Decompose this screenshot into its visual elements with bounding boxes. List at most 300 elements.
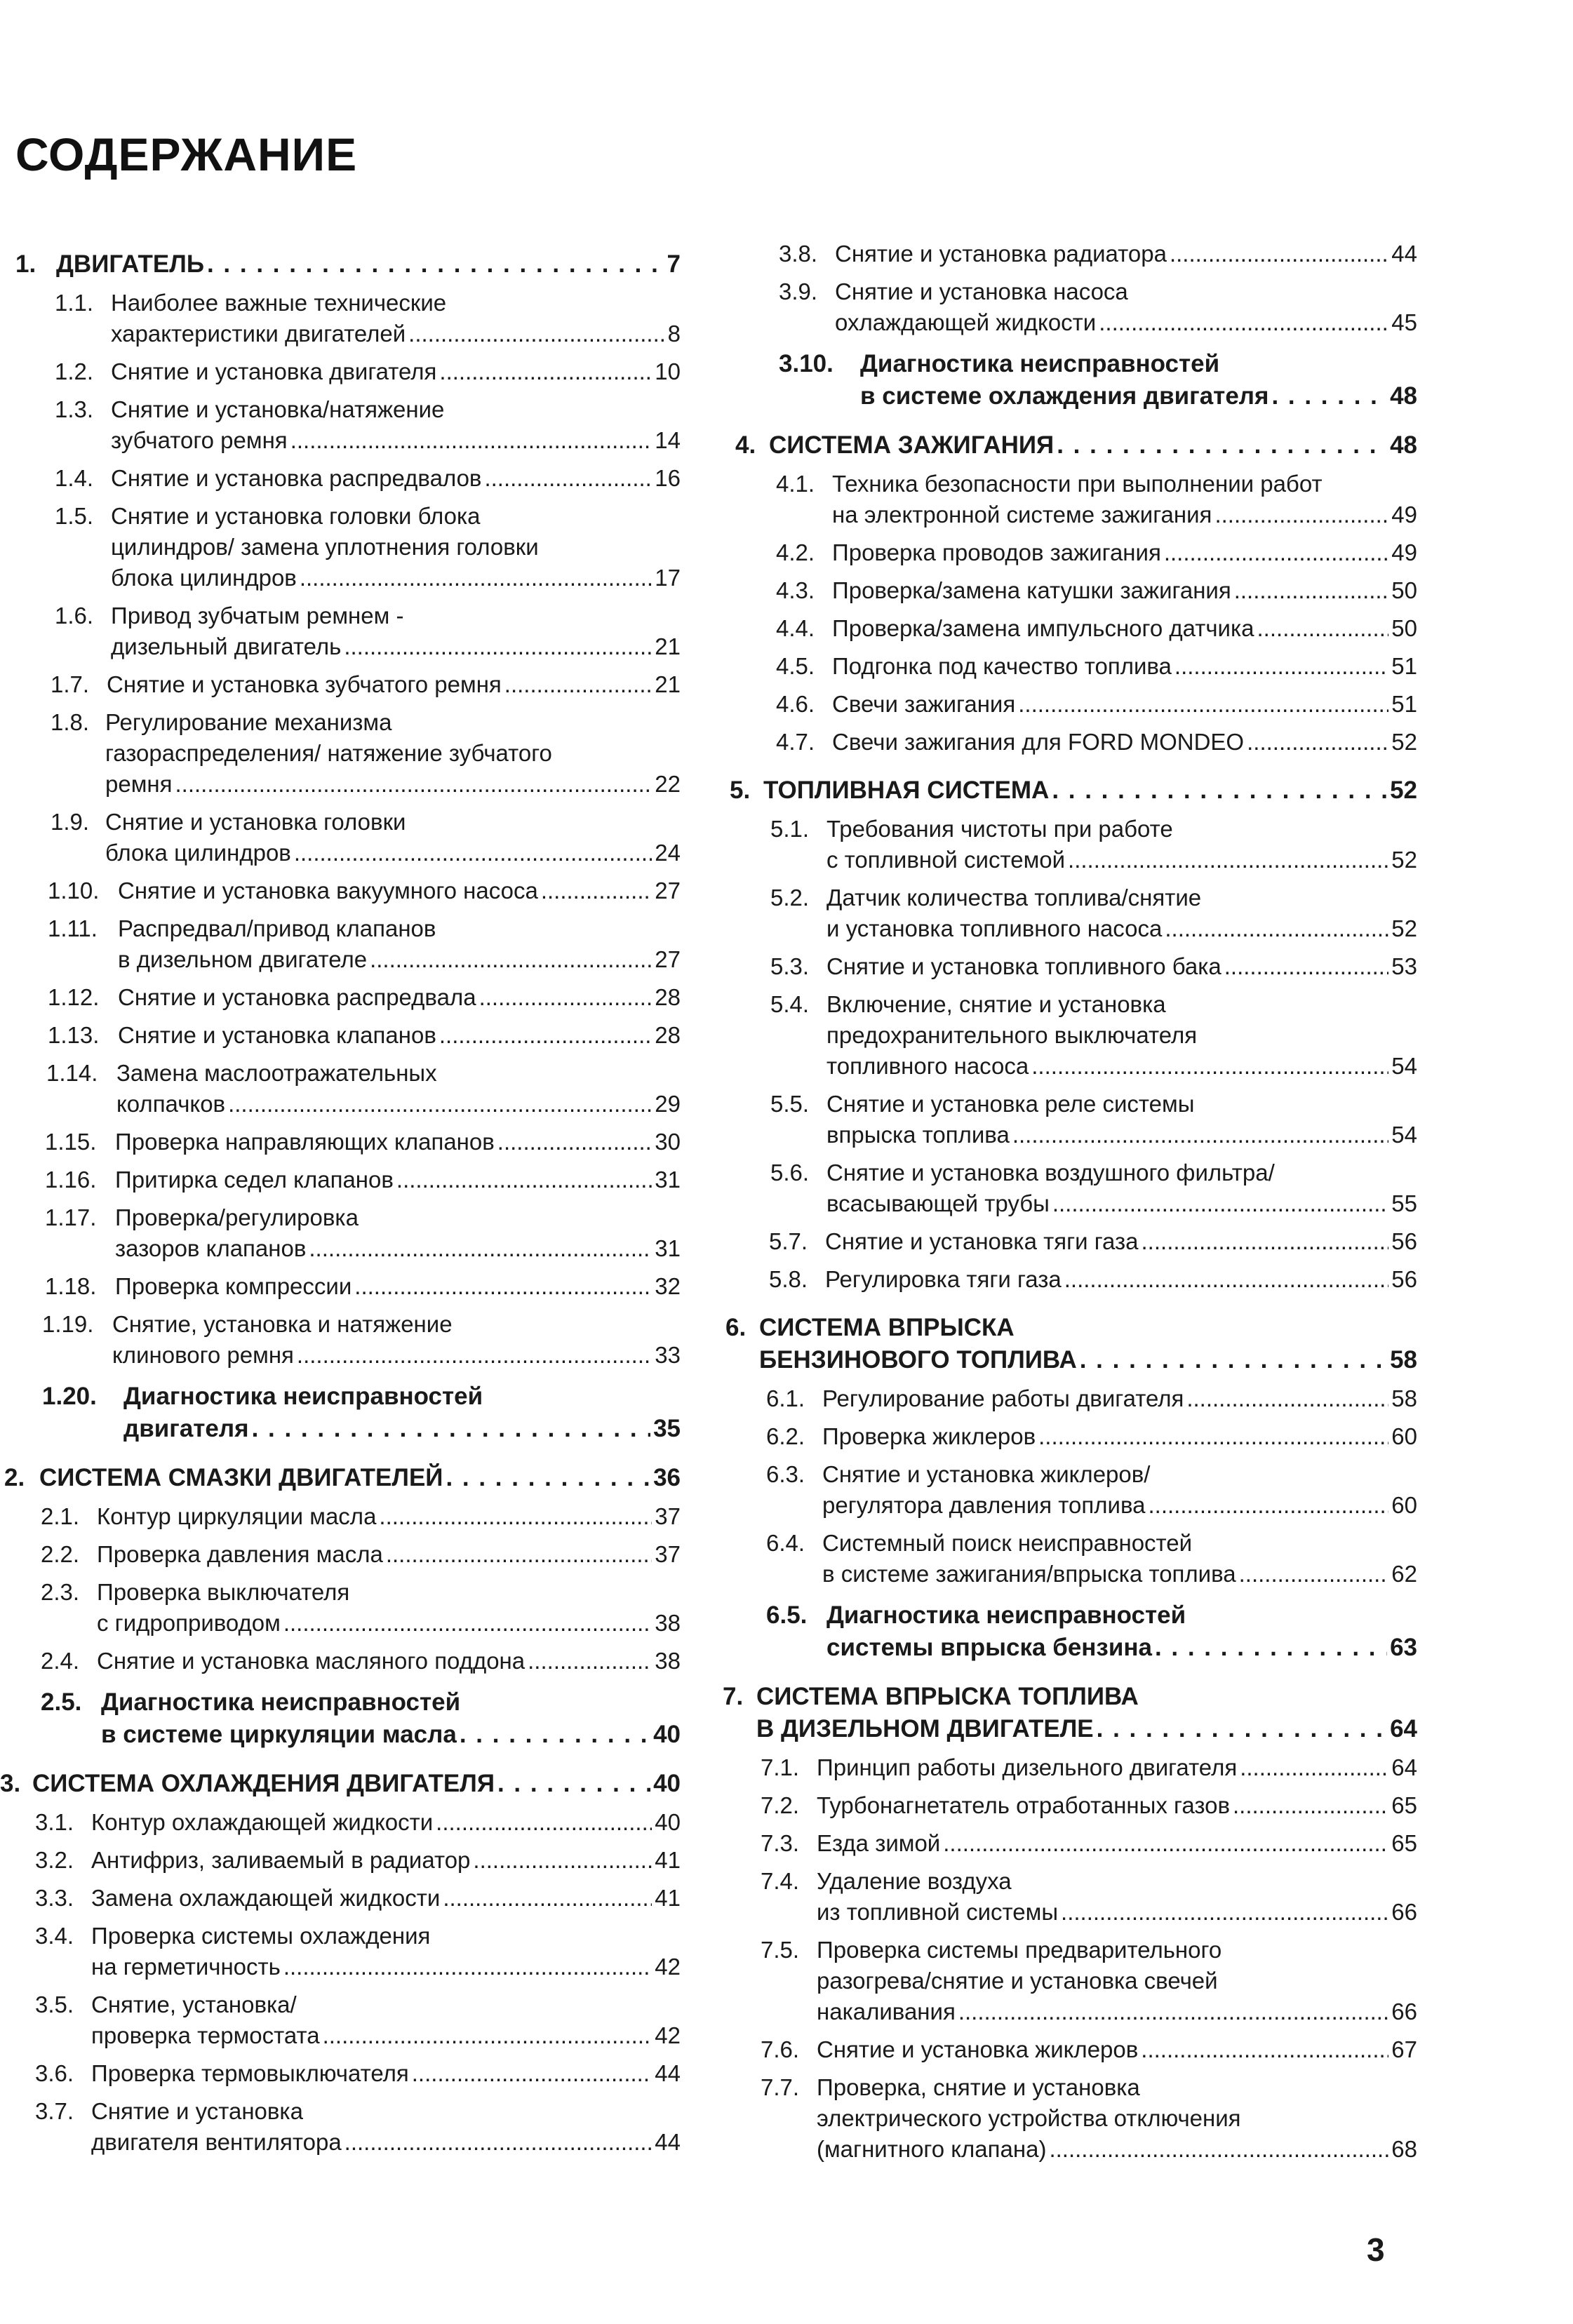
toc-entry-number: 5.7. bbox=[769, 1228, 808, 1254]
toc-entry-title-line: накаливания bbox=[817, 1999, 956, 2024]
dot-leader bbox=[175, 769, 652, 800]
toc-entry bbox=[0, 669, 681, 700]
toc-entry-page: 66 bbox=[1391, 1899, 1417, 1925]
toc-entry-page: 22 bbox=[655, 771, 681, 797]
toc-entry-title-line: ТОПЛИВНАЯ СИСТЕМА bbox=[763, 777, 1050, 804]
dot-leader bbox=[943, 1828, 1388, 1859]
dot-leader bbox=[1057, 429, 1387, 462]
toc-entry-title-line: Снятие и установка тяги газа bbox=[825, 1228, 1139, 1254]
toc-entry-page: 52 bbox=[1391, 729, 1417, 755]
dot-leader bbox=[528, 1646, 652, 1677]
toc-entry bbox=[723, 1828, 1417, 1859]
dot-leader bbox=[386, 1539, 652, 1570]
toc-entry bbox=[0, 1381, 681, 1445]
dot-leader bbox=[1038, 1421, 1388, 1452]
toc-entry-page: 24 bbox=[655, 840, 681, 866]
toc-entry bbox=[0, 1686, 681, 1751]
toc-entry-title-line: Езда зимой bbox=[817, 1830, 941, 1856]
toc-entry-title-line: Диагностика неисправностей bbox=[123, 1383, 483, 1410]
toc-entry-title-line: из топливной системы bbox=[817, 1899, 1059, 1925]
toc-entry-title-line: Снятие и установка жиклеров bbox=[817, 2036, 1139, 2062]
toc-entry-title-line: Замена маслоотражательных bbox=[116, 1060, 437, 1086]
dot-leader bbox=[412, 2058, 652, 2089]
toc-entry-page: 52 bbox=[1390, 777, 1417, 804]
toc-entry-title-line: Снятие и установка/натяжение bbox=[111, 396, 445, 422]
dot-leader bbox=[323, 2020, 652, 2051]
toc-entry bbox=[723, 2072, 1417, 2165]
toc-entry-page: 58 bbox=[1390, 1346, 1417, 1373]
dot-leader bbox=[497, 1768, 650, 1800]
dot-leader bbox=[1097, 1713, 1387, 1745]
dot-leader bbox=[344, 2127, 652, 2158]
toc-entry-title-line: Удаление воздуха bbox=[817, 1868, 1012, 1894]
dot-leader bbox=[436, 1807, 652, 1838]
dot-leader bbox=[294, 838, 652, 868]
toc-entry-title-line: с топливной системой bbox=[826, 847, 1066, 873]
toc-entry-title-line: клинового ремня bbox=[112, 1342, 294, 1368]
toc-entry-page: 66 bbox=[1391, 1999, 1417, 2024]
toc-entry-number: 4.5. bbox=[776, 653, 815, 679]
toc-entry-number: 7.6. bbox=[761, 2036, 800, 2062]
toc-entry-title-line: Проверка, снятие и установка bbox=[817, 2074, 1140, 2100]
toc-entry-number: 7.4. bbox=[761, 1868, 800, 1894]
toc-entry-title-line: двигателя вентилятора bbox=[91, 2129, 342, 2155]
dot-leader bbox=[1099, 307, 1388, 338]
toc-entry-title-line: СИСТЕМА ОХЛАЖДЕНИЯ ДВИГАТЕЛЯ bbox=[32, 1770, 495, 1797]
toc-entry-page: 44 bbox=[1391, 241, 1417, 267]
toc-entry-title-line: с гидроприводом bbox=[97, 1610, 281, 1636]
dot-leader bbox=[252, 1413, 651, 1445]
dot-leader bbox=[1224, 951, 1389, 982]
toc-entry-title-line: Привод зубчатым ремнем - bbox=[111, 603, 404, 629]
toc-entry-title-line: Регулировка тяги газа bbox=[825, 1266, 1062, 1292]
toc-entry-page: 56 bbox=[1391, 1266, 1417, 1292]
toc-entry-title-line: Диагностика неисправностей bbox=[101, 1688, 461, 1716]
toc-entry-page: 50 bbox=[1391, 577, 1417, 603]
toc-entry-number: 3.6. bbox=[35, 2060, 74, 2086]
toc-entry-page: 38 bbox=[655, 1610, 681, 1636]
toc-entry-page: 37 bbox=[655, 1541, 681, 1567]
toc-entry bbox=[0, 288, 681, 349]
toc-entry-number: 2.4. bbox=[41, 1648, 80, 1674]
toc-entry-title-line: Снятие и установка двигателя bbox=[111, 358, 437, 384]
dot-leader bbox=[1165, 913, 1388, 944]
toc-entry-title-line: ремня bbox=[105, 771, 173, 797]
toc-entry bbox=[0, 1883, 681, 1914]
toc-entry-page: 35 bbox=[653, 1415, 681, 1442]
toc-entry-number: 3.1. bbox=[35, 1809, 74, 1835]
toc-entry-title-line: блока цилиндров bbox=[105, 840, 291, 866]
toc-entry-page: 54 bbox=[1391, 1053, 1417, 1079]
toc-entry bbox=[723, 1421, 1417, 1452]
toc-entry-page: 29 bbox=[655, 1091, 681, 1117]
toc-entry-number: 4.4. bbox=[776, 615, 815, 641]
toc-entry-page: 42 bbox=[655, 2022, 681, 2048]
dot-leader bbox=[473, 1845, 652, 1876]
dot-leader bbox=[309, 1233, 652, 1264]
toc-entry-page: 10 bbox=[655, 358, 681, 384]
toc-entry-title-line: электрического устройства отключения bbox=[817, 2105, 1241, 2131]
toc-entry bbox=[723, 1866, 1417, 1928]
toc-entry-title-line: Распредвал/привод клапанов bbox=[118, 915, 436, 941]
toc-entry-number: 1.3. bbox=[55, 396, 94, 422]
toc-entry-title-line: Датчик количества топлива/снятие bbox=[826, 885, 1202, 911]
page-number: 3 bbox=[1367, 2231, 1385, 2268]
toc-entry bbox=[0, 1646, 681, 1677]
toc-entry bbox=[0, 1768, 681, 1800]
toc-entry bbox=[723, 1089, 1417, 1150]
toc-entry-number: 2.5. bbox=[41, 1688, 82, 1716]
toc-entry-title-line: на герметичность bbox=[91, 1954, 281, 1980]
dot-leader bbox=[300, 563, 652, 593]
toc-entry-title-line: и установка топливного насоса bbox=[826, 915, 1163, 941]
toc-entry-number: 1.20. bbox=[42, 1383, 97, 1410]
toc-entry-title-line: топливного насоса bbox=[826, 1053, 1029, 1079]
dot-leader bbox=[1239, 1559, 1389, 1590]
toc-entry bbox=[0, 501, 681, 593]
toc-entry-title-line: двигателя bbox=[123, 1415, 249, 1442]
toc-entry-title-line: Контур охлаждающей жидкости bbox=[91, 1809, 434, 1835]
toc-entry-title-line: Регулирование механизма bbox=[105, 709, 392, 735]
toc-entry-title-line: Проверка системы предварительного bbox=[817, 1937, 1222, 1963]
toc-entry-title-line: Диагностика неисправностей bbox=[826, 1601, 1186, 1629]
toc-entry bbox=[723, 689, 1417, 720]
toc-entry-title-line: Снятие, установка/ bbox=[91, 1991, 297, 2017]
toc-entry bbox=[0, 807, 681, 868]
toc-entry bbox=[0, 600, 681, 662]
toc-entry-title-line: Снятие и установка воздушного фильтра/ bbox=[826, 1160, 1275, 1185]
toc-entry bbox=[723, 1935, 1417, 2027]
toc-entry-title-line: Снятие и установка головки bbox=[105, 809, 406, 835]
toc-entry-title-line: СИСТЕМА ВПРЫСКА bbox=[759, 1314, 1015, 1341]
toc-entry-title-line: газораспределения/ натяжение зубчатого bbox=[105, 740, 552, 766]
toc-entry-number: 2.2. bbox=[41, 1541, 80, 1567]
toc-entry-number: 1.5. bbox=[55, 503, 94, 529]
dot-leader bbox=[484, 463, 652, 494]
toc-entry-page: 44 bbox=[655, 2060, 681, 2086]
toc-entry-title-line: Наиболее важные технические bbox=[111, 290, 447, 316]
toc-entry-title-line: регулятора давления топлива bbox=[822, 1492, 1146, 1518]
toc-entry bbox=[0, 913, 681, 975]
toc-entry-number: 4.3. bbox=[776, 577, 815, 603]
toc-entry bbox=[723, 1790, 1417, 1821]
toc-entry-number: 1.2. bbox=[55, 358, 94, 384]
toc-entry-title-line: Техника безопасности при выполнении работ bbox=[832, 471, 1323, 497]
dot-leader bbox=[354, 1271, 652, 1302]
dot-leader bbox=[1170, 239, 1388, 269]
toc-entry-page: 54 bbox=[1391, 1122, 1417, 1148]
toc-entry-number: 6.2. bbox=[766, 1423, 805, 1449]
toc-entry-number: 5.3. bbox=[770, 953, 810, 979]
dot-leader bbox=[283, 1608, 652, 1639]
toc-entry bbox=[0, 875, 681, 906]
toc-entry-page: 31 bbox=[655, 1167, 681, 1193]
dot-leader bbox=[1012, 1120, 1388, 1150]
dot-leader bbox=[443, 1883, 652, 1914]
toc-entry-page: 7 bbox=[667, 250, 681, 278]
toc-entry-title-line: предохранительного выключателя bbox=[826, 1022, 1198, 1048]
toc-entry-page: 40 bbox=[653, 1721, 681, 1748]
toc-entry-number: 1.11. bbox=[48, 915, 98, 941]
toc-entry-title-line: Проверка термовыключателя bbox=[91, 2060, 409, 2086]
toc-entry-title-line: в системе охлаждения двигателя bbox=[860, 382, 1269, 410]
dot-leader bbox=[290, 425, 652, 456]
dot-leader bbox=[460, 1719, 650, 1751]
toc-entry-page: 49 bbox=[1391, 539, 1417, 565]
toc-entry-page: 51 bbox=[1391, 691, 1417, 717]
toc-entry-title-line: Свечи зажигания bbox=[832, 691, 1016, 717]
toc-entry-number: 1. bbox=[15, 250, 36, 278]
dot-leader bbox=[1018, 689, 1388, 720]
toc-entry bbox=[0, 1058, 681, 1120]
toc-entry-page: 28 bbox=[655, 984, 681, 1010]
toc-entry-title-line: Контур циркуляции масла bbox=[97, 1503, 377, 1529]
toc-entry-title-line: всасывающей трубы bbox=[826, 1190, 1050, 1216]
toc-entry-title-line: СИСТЕМА СМАЗКИ ДВИГАТЕЛЕЙ bbox=[39, 1464, 443, 1491]
toc-entry-title-line: Проверка системы охлаждения bbox=[91, 1923, 431, 1949]
toc-entry-page: 60 bbox=[1391, 1492, 1417, 1518]
dot-leader bbox=[396, 1164, 652, 1195]
toc-entry-number: 4.2. bbox=[776, 539, 815, 565]
toc-entry-page: 36 bbox=[653, 1464, 681, 1491]
toc-entry-page: 16 bbox=[655, 465, 681, 491]
toc-entry bbox=[0, 248, 681, 281]
dot-leader bbox=[207, 248, 664, 281]
toc-entry bbox=[723, 1599, 1417, 1664]
toc-entry bbox=[0, 1462, 681, 1494]
toc-entry-title-line: Включение, снятие и установка bbox=[826, 991, 1166, 1017]
toc-entry bbox=[0, 1202, 681, 1264]
toc-entry-number: 5.1. bbox=[770, 816, 810, 842]
toc-entry bbox=[723, 613, 1417, 644]
toc-entry-title-line: цилиндров/ замена уплотнения головки bbox=[111, 534, 539, 560]
dot-leader bbox=[1257, 613, 1389, 644]
dot-leader bbox=[408, 318, 664, 349]
toc-entry bbox=[0, 394, 681, 456]
toc-entry-title-line: Снятие и установка распредвала bbox=[118, 984, 476, 1010]
toc-entry-title-line: Проверка проводов зажигания bbox=[832, 539, 1161, 565]
toc-entry-number: 5.4. bbox=[770, 991, 810, 1017]
dot-leader bbox=[1240, 1752, 1388, 1783]
toc-entry-number: 4.7. bbox=[776, 729, 815, 755]
toc-entry-page: 51 bbox=[1391, 653, 1417, 679]
toc-entry-title-line: дизельный двигатель bbox=[111, 633, 342, 659]
toc-entry-number: 5.6. bbox=[770, 1160, 810, 1185]
dot-leader bbox=[504, 669, 652, 700]
toc-entry-number: 1.6. bbox=[55, 603, 94, 629]
toc-entry bbox=[0, 1271, 681, 1302]
toc-entry-page: 28 bbox=[655, 1022, 681, 1048]
toc-entry-title-line: Снятие и установка жиклеров/ bbox=[822, 1461, 1151, 1487]
dot-leader bbox=[379, 1501, 652, 1532]
toc-entry-title-line: Свечи зажигания для FORD MONDEO bbox=[832, 729, 1245, 755]
toc-entry-title-line: Снятие и установка насоса bbox=[835, 278, 1128, 304]
toc-entry-title-line: СИСТЕМА ЗАЖИГАНИЯ bbox=[769, 431, 1055, 459]
toc-entry-title-line: Проверка направляющих клапанов bbox=[115, 1129, 495, 1155]
toc-entry-title-line: В ДИЗЕЛЬНОМ ДВИГАТЕЛЕ bbox=[756, 1715, 1094, 1742]
toc-entry bbox=[723, 727, 1417, 758]
toc-entry-page: 64 bbox=[1391, 1754, 1417, 1780]
toc-entry-number: 6.4. bbox=[766, 1530, 805, 1556]
dot-leader bbox=[497, 1127, 652, 1157]
toc-entry-number: 1.19. bbox=[42, 1311, 94, 1337]
toc-entry-number: 5. bbox=[730, 777, 751, 804]
toc-entry bbox=[723, 1226, 1417, 1257]
toc-entry-page: 40 bbox=[653, 1770, 681, 1797]
dot-leader bbox=[479, 982, 652, 1013]
toc-entry-page: 60 bbox=[1391, 1423, 1417, 1449]
toc-entry-number: 2.1. bbox=[41, 1503, 80, 1529]
toc-entry bbox=[0, 2096, 681, 2158]
toc-entry bbox=[723, 1681, 1417, 1745]
toc-entry-title-line: зубчатого ремня bbox=[111, 427, 288, 453]
toc-entry-number: 2.3. bbox=[41, 1579, 80, 1605]
dot-leader bbox=[439, 356, 652, 387]
toc-entry bbox=[723, 1157, 1417, 1219]
toc-entry-number: 7.5. bbox=[761, 1937, 800, 1963]
toc-entry-page: 31 bbox=[655, 1235, 681, 1261]
toc-entry-page: 45 bbox=[1391, 309, 1417, 335]
toc-entry-page: 14 bbox=[655, 427, 681, 453]
toc-entry-number: 7. bbox=[723, 1683, 744, 1710]
toc-entry-number: 3.5. bbox=[35, 1991, 74, 2017]
toc-entry-page: 48 bbox=[1390, 431, 1417, 459]
toc-entry bbox=[723, 429, 1417, 462]
toc-entry-title-line: колпачков bbox=[116, 1091, 226, 1117]
toc-entry bbox=[0, 1989, 681, 2051]
toc-entry-title-line: Проверка выключателя bbox=[97, 1579, 350, 1605]
toc-entry-number: 1.7. bbox=[51, 671, 90, 697]
toc-right-column bbox=[723, 231, 1417, 2165]
dot-leader bbox=[1174, 651, 1388, 682]
toc-entry-page: 65 bbox=[1391, 1792, 1417, 1818]
toc-entry-page: 27 bbox=[655, 946, 681, 972]
toc-entry-page: 50 bbox=[1391, 615, 1417, 641]
dot-leader bbox=[297, 1340, 652, 1371]
toc-entry-page: 56 bbox=[1391, 1228, 1417, 1254]
toc-entry bbox=[723, 469, 1417, 530]
toc-entry bbox=[0, 1501, 681, 1532]
toc-entry-page: 67 bbox=[1391, 2036, 1417, 2062]
toc-entry-title-line: Снятие и установка масляного поддона bbox=[97, 1648, 526, 1674]
toc-entry-page: 68 bbox=[1391, 2136, 1417, 2162]
toc-entry-number: 7.7. bbox=[761, 2074, 800, 2100]
toc-entry bbox=[723, 1383, 1417, 1414]
dot-leader bbox=[1148, 1490, 1388, 1521]
toc-entry-title-line: ДВИГАТЕЛЬ bbox=[56, 250, 204, 278]
toc-entry-number: 1.10. bbox=[48, 878, 100, 904]
toc-entry-title-line: Снятие, установка и натяжение bbox=[112, 1311, 453, 1337]
toc-entry-page: 21 bbox=[655, 633, 681, 659]
toc-entry-number: 1.17. bbox=[45, 1204, 97, 1230]
toc-entry bbox=[0, 1921, 681, 1982]
dot-leader bbox=[1271, 380, 1387, 412]
toc-entry-number: 3.10. bbox=[779, 350, 834, 377]
toc-entry-page: 8 bbox=[667, 321, 681, 347]
dot-leader bbox=[370, 944, 652, 975]
toc-entry-number: 3. bbox=[0, 1770, 21, 1797]
toc-entry bbox=[723, 882, 1417, 944]
page-title: СОДЕРЖАНИЕ bbox=[15, 128, 358, 180]
toc-entry-title-line: Снятие и установка топливного бака bbox=[826, 953, 1221, 979]
toc-entry-page: 40 bbox=[655, 1809, 681, 1835]
toc-entry-number: 1.12. bbox=[48, 984, 100, 1010]
toc-entry-page: 65 bbox=[1391, 1830, 1417, 1856]
toc-entry-number: 1.15. bbox=[45, 1129, 97, 1155]
toc-entry-page: 52 bbox=[1391, 915, 1417, 941]
toc-entry bbox=[723, 575, 1417, 606]
toc-entry-title-line: (магнитного клапана) bbox=[817, 2136, 1047, 2162]
toc-left-column bbox=[0, 231, 681, 2158]
toc-entry-number: 1.4. bbox=[55, 465, 94, 491]
toc-entry-title-line: Проверка/регулировка bbox=[115, 1204, 359, 1230]
toc-entry-title-line: Подгонка под качество топлива bbox=[832, 653, 1172, 679]
toc-entry-number: 5.5. bbox=[770, 1091, 810, 1117]
dot-leader bbox=[1155, 1632, 1387, 1664]
toc-entry-title-line: в дизельном двигателе bbox=[118, 946, 368, 972]
dot-leader bbox=[1142, 1226, 1389, 1257]
toc-entry-number: 2. bbox=[4, 1464, 25, 1491]
dot-leader bbox=[228, 1089, 652, 1120]
toc-entry bbox=[0, 1807, 681, 1838]
toc-entry-number: 3.9. bbox=[779, 278, 818, 304]
toc-entry-title-line: Снятие и установка головки блока bbox=[111, 503, 481, 529]
toc-entry-title-line: характеристики двигателей bbox=[111, 321, 406, 347]
dot-leader bbox=[541, 875, 652, 906]
toc-entry-page: 48 bbox=[1390, 382, 1417, 410]
toc-entry bbox=[0, 1164, 681, 1195]
toc-entry-page: 58 bbox=[1391, 1385, 1417, 1411]
toc-entry bbox=[723, 651, 1417, 682]
toc-entry-number: 4.1. bbox=[776, 471, 815, 497]
toc-entry bbox=[0, 1577, 681, 1639]
toc-entry-page: 63 bbox=[1390, 1634, 1417, 1661]
toc-entry bbox=[0, 1020, 681, 1051]
toc-entry-title-line: блока цилиндров bbox=[111, 565, 297, 591]
toc-entry-page: 17 bbox=[655, 565, 681, 591]
toc-entry-number: 1.9. bbox=[51, 809, 90, 835]
toc-entry-title-line: Притирка седел клапанов bbox=[115, 1167, 394, 1193]
dot-leader bbox=[1049, 2134, 1388, 2165]
toc-entry-page: 21 bbox=[655, 671, 681, 697]
dot-leader bbox=[439, 1020, 652, 1051]
toc-entry bbox=[723, 537, 1417, 568]
toc-entry-page: 64 bbox=[1390, 1715, 1417, 1742]
toc-entry-title-line: Регулирование работы двигателя bbox=[822, 1385, 1184, 1411]
toc-entry-page: 55 bbox=[1391, 1190, 1417, 1216]
toc-entry-number: 7.3. bbox=[761, 1830, 800, 1856]
toc-entry bbox=[0, 356, 681, 387]
toc-entry-number: 1.13. bbox=[48, 1022, 100, 1048]
toc-entry-title-line: Снятие и установка распредвалов bbox=[111, 465, 482, 491]
toc-entry-number: 7.1. bbox=[761, 1754, 800, 1780]
toc-entry-title-line: Снятие и установка вакуумного насоса bbox=[118, 878, 538, 904]
toc-entry bbox=[723, 276, 1417, 338]
toc-entry-title-line: СИСТЕМА ВПРЫСКА ТОПЛИВА bbox=[756, 1683, 1139, 1710]
toc-entry-number: 7.2. bbox=[761, 1792, 800, 1818]
toc-entry-page: 27 bbox=[655, 878, 681, 904]
toc-entry-title-line: Требования чистоты при работе bbox=[826, 816, 1173, 842]
toc-entry-page: 62 bbox=[1391, 1561, 1417, 1587]
toc-entry bbox=[723, 1312, 1417, 1376]
toc-entry-number: 3.8. bbox=[779, 241, 818, 267]
toc-entry-title-line: Антифриз, заливаемый в радиатор bbox=[91, 1847, 471, 1873]
toc-entry bbox=[0, 1845, 681, 1876]
toc-entry-page: 38 bbox=[655, 1648, 681, 1674]
toc-entry-title-line: БЕНЗИНОВОГО ТОПЛИВА bbox=[759, 1346, 1077, 1373]
toc-entry bbox=[723, 239, 1417, 269]
dot-leader bbox=[1080, 1344, 1387, 1376]
